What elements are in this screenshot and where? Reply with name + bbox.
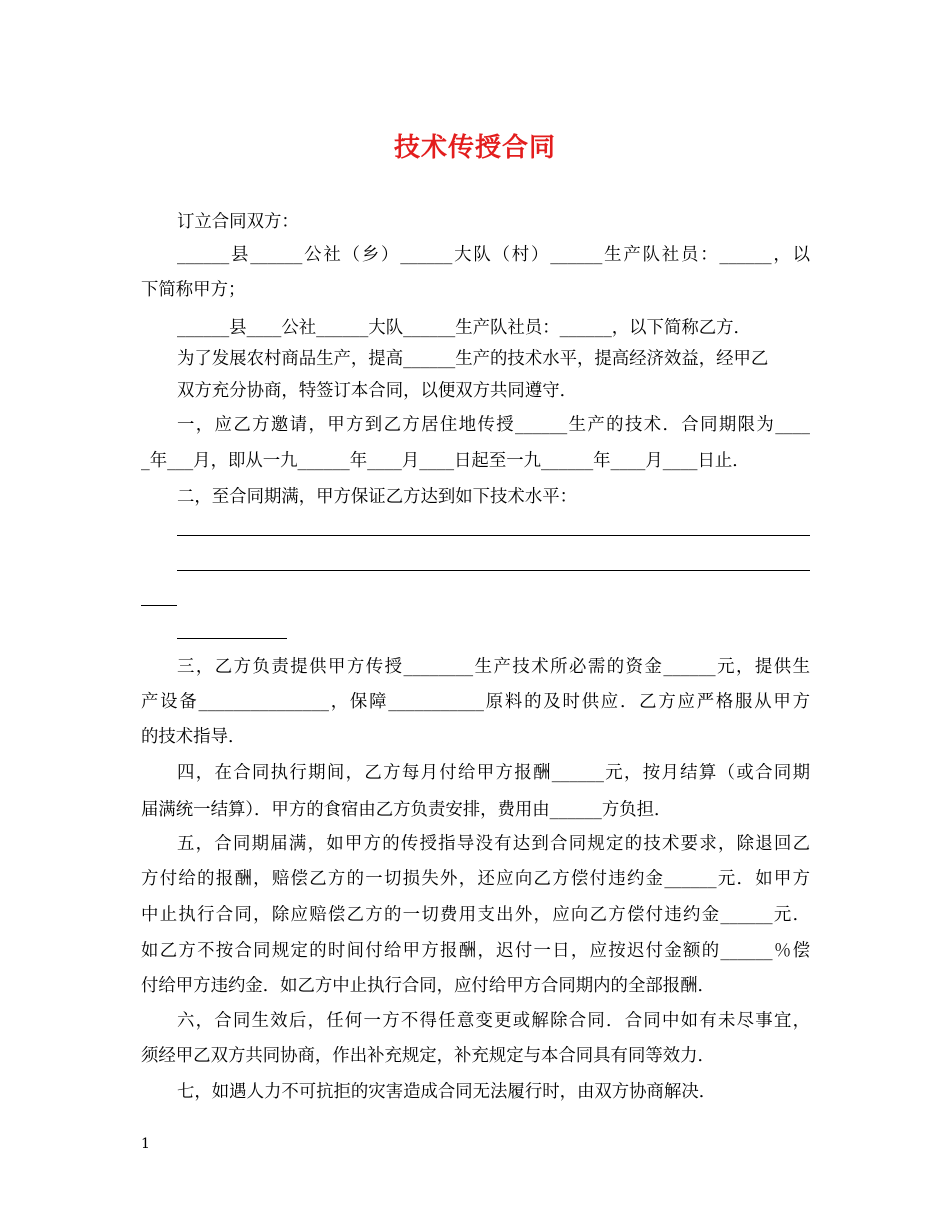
party-a-line-2: 下简称甲方； <box>141 280 246 300</box>
clause-6-line-1: 六，合同生效后，任何一方不得任意变更或解除合同．合同中如有未尽事宜， <box>177 1011 810 1031</box>
clause-7-line-1: 七，如遇人力不可抗拒的灾害造成合同无法履行时，由双方协商解决． <box>177 1082 717 1102</box>
clause-1-line-1: 一，应乙方邀请，甲方到乙方居住地传授______生产的技术．合同期限为____ <box>177 415 810 435</box>
blank-fill-line <box>177 535 810 536</box>
clause-1-line-2: _年___月，即从一九______年____月____日起至一九______年____月____日止． <box>141 451 750 471</box>
purpose-line-1: 为了发展农村商品生产，提高______生产的技术水平，提高经济效益，经甲乙 <box>177 349 769 369</box>
party-a-line-1: ______县______公社（乡）______大队（村）______生产队社员：______，以 <box>177 245 810 265</box>
clause-4-line-2: 届满统一结算）．甲方的食宿由乙方负责安排，费用由______方负担． <box>141 800 672 820</box>
blank-fill-line <box>141 605 177 606</box>
clause-3-line-1: 三，乙方负责提供甲方传授________生产技术所必需的资金______元，提供生 <box>177 657 810 677</box>
clause-6-line-2: 须经甲乙双方共同协商，作出补充规定，补充规定与本合同具有同等效力． <box>141 1046 715 1066</box>
document-title: 技术传授合同 <box>393 133 556 163</box>
clause-3-line-2: 产设备_______________，保障___________原料的及时供应．乙方应严格服从甲方 <box>141 692 810 712</box>
clause-5-line-5: 付给甲方违约金．如乙方中止执行合同，应付给甲方合同期内的全部报酬． <box>141 976 715 996</box>
parties-heading: 订立合同双方： <box>177 212 299 232</box>
clause-4-line-1: 四，在合同执行期间，乙方每月付给甲方报酬______元，按月结算（或合同期 <box>177 763 810 783</box>
page-number: 1 <box>141 1136 150 1152</box>
party-b-line: ______县____公社______大队______生产队社员：______，以下简称乙方． <box>177 318 751 338</box>
clause-2-line-1: 二，至合同期满，甲方保证乙方达到如下技术水平： <box>177 487 577 507</box>
purpose-line-2: 双方充分协商，特签订本合同，以便双方共同遵守． <box>177 381 577 401</box>
blank-fill-line <box>177 570 810 571</box>
clause-5-line-3: 中止执行合同，除应赔偿乙方的一切费用支出外，应向乙方偿付违约金______元． <box>141 905 810 925</box>
clause-5-line-2: 方付给的报酬，赔偿乙方的一切损失外，还应向乙方偿付违约金______元．如甲方 <box>141 869 810 889</box>
blank-fill-line <box>177 638 287 639</box>
clause-5-line-4: 如乙方不按合同规定的时间付给甲方报酬，迟付一日，应按迟付金额的______％偿 <box>141 941 810 961</box>
clause-5-line-1: 五，合同期届满，如甲方的传授指导没有达到合同规定的技术要求，除退回乙 <box>177 834 810 854</box>
clause-3-line-3: 的技术指导． <box>141 727 246 747</box>
